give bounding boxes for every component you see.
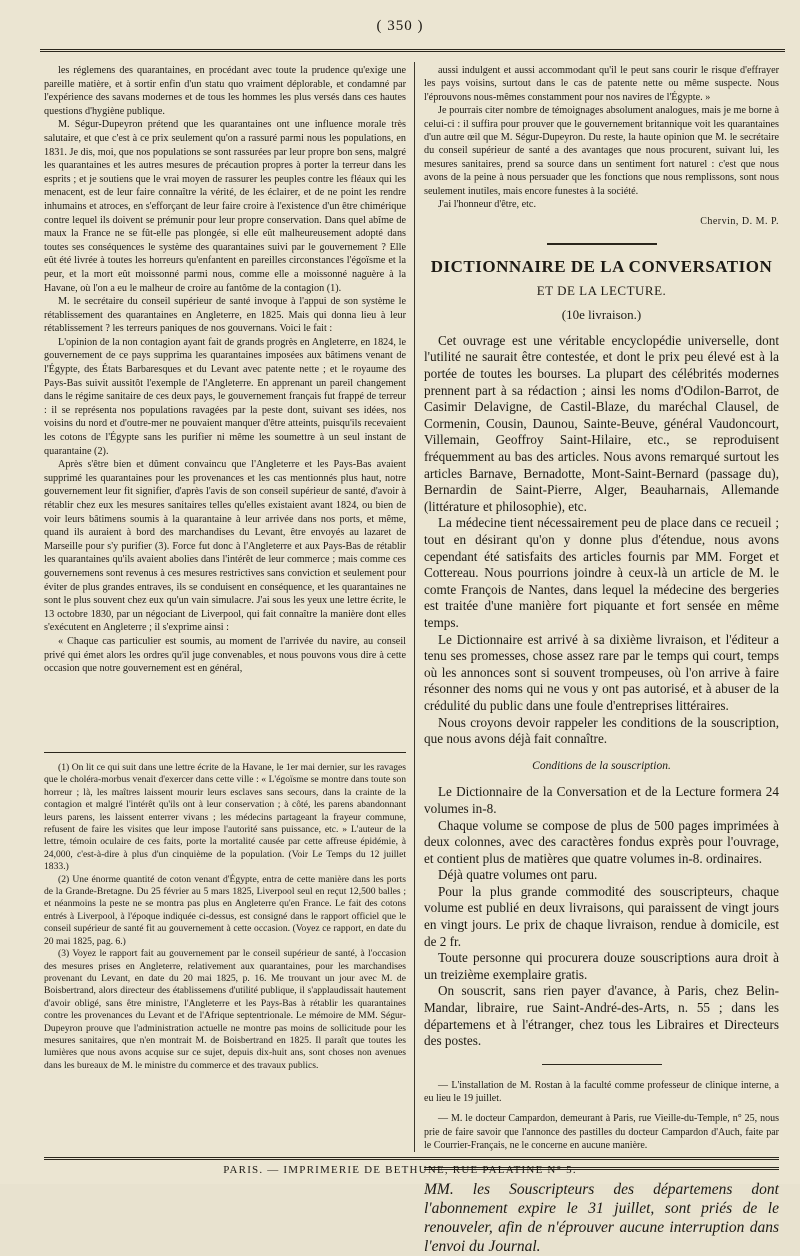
news-item: — M. le docteur Campardon, demeurant à Paris, rue Vieille-du-Temple, n° 25, nous prie de faire savoir que l'annonce des pastilles du docteur Campardon d'Auch, faite par le Courrier-Français, ne le concerne en aucune manière. [424, 1113, 779, 1152]
dictionary-review [424, 333, 779, 1050]
issue-label: (10e livraison.) [561, 306, 642, 322]
review-paragraph: Le Dictionnaire est arrivé à sa dixième livraison, et l'éditeur a tenu ses promesses, chose assez rare par le temps qui court, temps où les annonces sont si souvent trompeuses, où l'on arrive à faire résonner des noms qui ne vous y ont pas autorisé, et à abuser de la crédulité du public dans une foule d'entreprises littéraires. [424, 631, 779, 713]
footnote: (2) Une énorme quantité de coton venant d'Égypte, entra de cette manière dans les ports de la Grande-Bretagne. Du 25 février au 5 mars 1825, Liverpool seul en reçut 12,500 balles ; et néanmoins la peste ne se montra pas plus en Angleterre qu'en France. Le fait des cotons entrés à Liverpool, à l'époque indiquée ci-dessus, est consigné dans le rapport officiel que le conseil supérieur de santé fit au gouvernement à cette occasion. (Voyez ce rapport, en date du 20 mai 1825, pag. 6.) [44, 873, 406, 947]
review-paragraph: Cet ouvrage est une véritable encyclopédie universelle, dont l'utilité ne saurait être contestée, et dont le prix peu élevé est à la portée de toutes les bourses. La plupart des célébrités modernes prennent part à sa rédaction ; ainsi les noms d'Odilon-Barrot, de Casimir Delavigne, de Castil-Blaze, du maréchal Clausel, de Cormenin, Cousin, Daunou, Sainte-Beuve, général Vaudoncourt, Villemain, Geoffroy Saint-Hilaire, etc., se reproduisent fréquemment au bas des articles. Nous avons remarqué surtout les articles Barnave, Bernadotte, Mont-Saint-Bernard (passage du), Bernardin de Saint-Pierre, Alger, Beauharnais, Allemande (littérature et philosophie), etc. [424, 332, 779, 514]
condition-paragraph: Déjà quatre volumes ont paru. [438, 867, 598, 883]
header-rule [40, 49, 785, 52]
news-item: — L'installation de M. Rostan à la faculté comme professeur de clinique interne, a eu lieu le 19 juillet. [424, 1079, 779, 1105]
printer-imprint: PARIS. — IMPRIMERIE DE BETHUNE, RUE PALATINE N° 5. [223, 1164, 577, 1176]
condition-paragraph: On souscrit, sans rien payer d'avance, à Paris, chez Belin-Mandar, libraire, rue Saint-André-des-Arts, n. 55 ; dans les départemens et à l'étranger, chez tous les Libraires et Directeurs des postes. [424, 983, 779, 1049]
footnotes [44, 762, 406, 1154]
footnote: (1) On lit ce qui suit dans une lettre écrite de la Havane, le 1er mai dernier, sur les ravages que le choléra-morbus venait d'exercer dans cette ville : « L'égoïsme se montre dans toute son horreur ; là, les maîtres laissent mourir leurs esclaves sans secours, dans la crainte de la contagion et malgré l'intérêt qu'ils ont à leur conservation ; à côté, les parens abandonnant leurs parens, les laissent enterrer vivans ; les médecins partageant la frayeur commune, refusent de faire les visites que leur impose l'autorité sans puissance, etc. » L'auteur de la lettre, témoin oculaire de ces faits, porte la mortalité causée par cette affreuse épidémie, à 24,000, c'est-à-dire à plus d'un cinquième de la population. (Voir Le Temps du 12 juillet 1833.) [44, 762, 406, 873]
condition-paragraph: Le Dictionnaire de la Conversation et de la Lecture formera 24 volumes in-8. [424, 784, 779, 816]
right-paragraph: Je pourrais citer nombre de témoignages absolument analogues, mais je me borne à celui-ci : il suffira pour prouver que le gouvernement britannique voit les quarantaines d'un autre œil que M. Ségur-Dupeyron. Du reste, la haute opinion que M. le secrétaire du conseil supérieur de santé a des avantages que nous procurent, suivant lui, les mesures sanitaires, prend sa source dans un sentiment fort naturel : c'est que nous avons de la peine à nous persuader que les fonctions que nous remplissons, sont nous seulement inutiles, mais encore funestes à la société. [424, 105, 779, 197]
letter-continuation [424, 64, 779, 229]
condition-paragraph: Pour la plus grande commodité des souscripteurs, chaque volume est publié en deux livraisons, qui paraissent de vingt jours en vingt jours. Le prix de chaque livraison, rendue à domicile, est de 2 fr. [424, 883, 779, 949]
signature: Chervin, D. M. P. [700, 216, 779, 228]
footnotes-rule [44, 752, 406, 753]
left-paragraph: M. Ségur-Dupeyron prétend que les quarantaines ont une influence morale très salutaire, et que c'est à ce prix seulement qu'on a rassuré parmi nous les populations, en 1831. Je dis, moi, que nos populations se sont rassurées par leur propre bon sens, malgré les quarantaines et les autres mesures de précaution propres à porter la terreur dans les esprits ; et je soutiens que le vrai moyen de rassurer les peuples contre les fléaux qui les menacent, est de leur faire connaître la vérité, de les éclairer, et de ne point les rendre inhumains et atroces, en s'efforçant de leur faire croire à l'existence d'un être chimérique contre lequel ils doivent se prémunir pour leur propre conservation. Dans quel abîme de maux la France ne se fût-elle pas plongée, si elle eût malheureusement adopté dans toutes ses conséquences le système des quarantaines suivi par le gouvernement ? Elle eût été livrée à toutes les horreurs qu'enfantent en pareilles circonstances l'égoïsme et la peur, et la mort eût moissonné parmi nous, comme elle a moissonné naguère à la Havane, où l'on a eu le malheur de croire au fantôme de la contagion (1). [44, 119, 406, 294]
condition-paragraph: Toute personne qui procurera douze souscriptions aura droit à un treizième exemplaire gratis. [424, 950, 779, 982]
right-paragraph: J'ai l'honneur d'être, etc. [438, 199, 537, 211]
left-paragraph: Après s'être bien et dûment convaincu que l'Angleterre et les Pays-Bas avaient supprimé les quarantaines pour les provenances et les cas mentionnés plus haut, notre gouvernement leur fit signifier, d'après l'avis de son conseil supérieur de santé, d'avoir à rétablir chez eux les mesures sanitaires telles qu'elles existaient avant 1824, ou bien de voir leurs bâtimens soumis à la quarantaine à leur arrivée dans nos ports, et même, quand ils auraient à bord des marchandises du Levant, être envoyés au lazaret de Marseille pour s'y purifier (3). Force fut donc à l'Angleterre et aux Pays-Bas de rétablir les quarantaines qu'ils avaient abolies dans l'intérêt de leur commerce ; mais comme ces gouvernemens sont revenus à ces mesures restrictives sans conviction et seulement pour éviter de plus grandes entraves, ils se conduisent en conséquence, et les quarantaines ne sont le plus souvent chez eux qu'un vain simulacre. J'ai sous les yeux une lettre écrite, le 13 octobre 1830, par un négociant de Liverpool, qui fait connaître la manière dont elles s'exécutent en Angleterre ; il s'exprime ainsi : [44, 459, 406, 634]
left-paragraph: L'opinion de la non contagion ayant fait de grands progrès en Angleterre, en 1824, le gouvernement de ce pays supprima les quarantaines imposées aux bâtimens venant de l'Égypte, des États Barbaresques et du Levant avec patente nette ; et le royaume des Pays-Bas suivit aussitôt l'exemple de l'Angleterre. En apprenant un pareil changement dans le régime sanitaire de ces deux pays, le gouvernement français fut frappé de terreur : il se représenta nos populations ravagées par la peste dont, suivant ses idées, nos voisins du nord et d'outre-mer ne pouvaient manquer d'être atteints, puisqu'ils recevaient les cotons de l'Égypte sans les purifier ni même les soumettre à un seul instant de quarantaine (2). [44, 336, 406, 457]
footnote: (3) Voyez le rapport fait au gouvernement par le conseil supérieur de santé, à l'occasion des mesures prises en Angleterre, relativement aux quarantaines, pour les marchandises provenant du Levant, en date du 20 mai 1825, p. 16. Me trouvant un jour avec M. de Boisbertrand, alors directeur des établissemens d'utilité publique, il s'applaudissait hautement d'avoir obligé, sans être ministre, l'Angleterre et les Pays-Bas à rétablir les quarantaines contre les provenances du Levant et de l'Afrique septentrionale. Le mémoire de MM. Ségur-Dupeyron prouve que l'administration actuelle ne montre pas moins de sollicitude pour les mesures sanitaires, que n'en montrait M. de Boisbertrand en 1825. Il paraît que toutes les lumières que nous avons acquise sur ce sujet, depuis dix-huit ans, sont choses non avenues dans les bureaux de M. le ministre du commerce et des travaux publics. [44, 948, 406, 1071]
condition-paragraph: Chaque volume se compose de plus de 500 pages imprimées à deux colonnes, avec des caractères fondus exprès pour l'ouvrage, et contient plus de matières que quatre volumes in-8. ordinaires. [424, 817, 779, 866]
subscriber-announcement: MM. les Souscripteurs des départemens dont l'abonnement expire le 31 juillet, sont priés de le renouveler, afin de n'éprouver aucune interruption dans l'envoi du Journal. [424, 1180, 779, 1255]
section-title: DICTIONNAIRE DE LA CONVERSATION [430, 256, 773, 276]
left-paragraph: les réglemens des quarantaines, en procédant avec toute la prudence qu'exige une pareille matière, et à sortir enfin d'un statu quo vraiment déplorable, et condamné par l'expérience des savans modernes et de tous les hommes les plus versés dans ces hautes questions d'hygiène publique. [44, 65, 406, 117]
review-paragraph: Nous croyons devoir rappeler les conditions de la souscription, que nous avons déjà fait connaître. [424, 714, 779, 747]
news-items [424, 1079, 779, 1153]
right-column [424, 64, 779, 1255]
left-column [44, 64, 406, 744]
column-divider [414, 62, 415, 1152]
review-paragraph: La médecine tient nécessairement peu de place dans ce recueil ; tout en désirant qu'on y donne plus d'étendue, nous avons cependant été satisfaits des articles fournis par MM. Forget et Cottereau. Nous pourrions joindre à ceux-là un article de M. le comte François de Nantes, dans lequel la médecine des bergeries est traitée d'une manière fort piquante et fort sensée en même temps. [424, 515, 779, 630]
footer-rule [44, 1157, 779, 1160]
section-rule [547, 243, 657, 245]
news-rule [542, 1064, 662, 1065]
left-paragraph: « Chaque cas particulier est soumis, au moment de l'arrivée du navire, au conseil privé qui émet alors les ordres qu'il juge convenables, et nous pouvons vous dire à cette occasion que notre gouvernement est en général, [44, 635, 406, 675]
page-number: ( 350 ) [376, 18, 424, 34]
section-subtitle: ET DE LA LECTURE. [536, 282, 667, 298]
left-paragraph: M. le secrétaire du conseil supérieur de santé invoque à l'appui de son système le rétablissement des quarantaines en Angleterre, en 1825. Mais qui donna lieu à leur rétablissement ? les terreurs paniques de nos gouvernans. Voici le fait : [44, 296, 406, 335]
right-paragraph: aussi indulgent et aussi accommodant qu'il le peut sans courir le risque d'effrayer les pays voisins, surtout dans le cas de patente nette ou même suspecte. Nous l'éprouvons nous-mêmes constamment pour nos navires de l'Égypte. » [424, 65, 779, 103]
conditions-title: Conditions de la souscription. [532, 759, 671, 772]
